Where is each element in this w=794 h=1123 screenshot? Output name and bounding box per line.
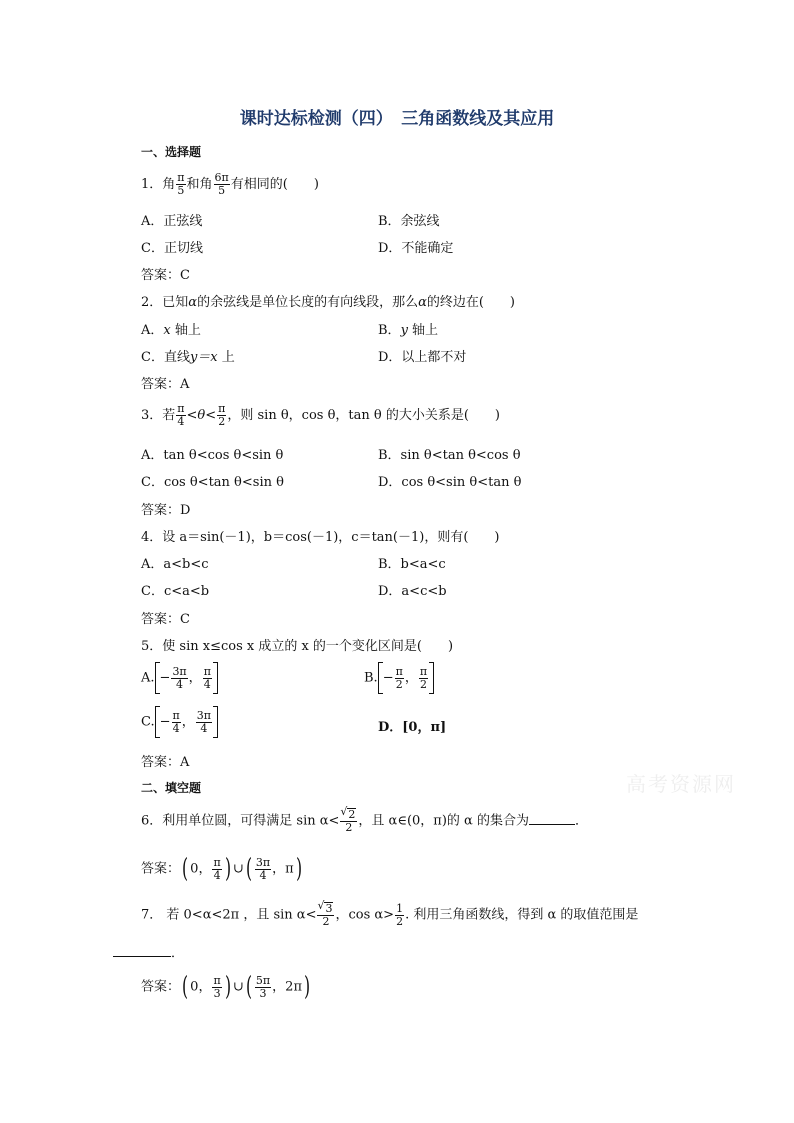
option-1b: B．余弦线 [378,214,440,229]
option-4a: A．a<b<c [141,557,209,572]
option-5a: A. − $\frac{3\pi}{4}$ ， $\frac{\pi}{4}$ [141,662,218,694]
option-4c: C．c<a<b [141,584,210,599]
question-7-blank-line: ． [113,942,184,961]
question-1: 1．角 $\frac{\pi}{5}$ 和角 $\frac{6\pi}{5}$ 有相同的( ) [141,171,319,197]
answer-7: 答案：( 0， $\frac{\pi}{3}$ ) ∪( $\frac{5\pi}{3}$ ，2π) [141,972,311,1002]
option-5c: C. − $\frac{\pi}{4}$ ， $\frac{3\pi}{4}$ [141,706,218,738]
watermark: 高考资源网 [626,772,736,796]
fraction: $\frac{\pi}{4}$ [177,402,185,428]
option-2a: A．x 轴上 [141,323,201,338]
page-title: 课时达标检测（四） 三角函数线及其应用 [239,109,555,129]
question-4: 4．设 a＝sin(－1)，b＝cos(－1)，c＝tan(－1)，则有( ) [141,530,500,545]
option-4b: B．b<a<c [378,557,446,572]
answer-3: 答案：D [141,503,191,518]
question-6: 6．利用单位圆，可得满足 sin α< √ $\frac{2}{2}$ ，且 α∈(0，π)的 α 的集合为 ． [141,808,588,834]
section-heading-choice: 一、选择题 [141,145,202,159]
question-5: 5．使 sin x≤cos x 成立的 x 的一个变化区间是( ) [141,639,454,654]
answer-5: 答案：A [141,755,190,770]
option-2b: B．y 轴上 [378,323,439,338]
option-1d: D．不能确定 [378,241,454,256]
answer-2: 答案：A [141,377,190,392]
answer-4: 答案：C [141,612,190,627]
question-7: 7． 若 0<α<2π ，且 sin α< √ $\frac{3}{2}$ ，cos α> $\frac{1}{2}$ . 利用三角函数线，得到 α 的取值范围是 [141,902,638,928]
option-2c: C．直线y＝x 上 [141,350,235,365]
question-2: 2．已知α的余弦线是单位长度的有向线段，那么α的终边在( ) [141,295,516,310]
question-3: 3．若 $\frac{\pi}{4}$ <θ< $\frac{\pi}{2}$ ，则 sin θ，cos θ，tan θ 的大小关系是( ) [141,402,500,428]
option-1a: A．正弦线 [141,214,203,229]
option-2d: D．以上都不对 [378,350,467,365]
option-3d: D．cos θ<sin θ<tan θ [378,475,522,490]
option-3a: A．tan θ<cos θ<sin θ [141,448,284,463]
answer-6: 答案：( 0， $\frac{\pi}{4}$ ) ∪( $\frac{3\pi}{4}$ ，π) [141,854,302,884]
option-3b: B．sin θ<tan θ<cos θ [378,448,521,463]
answer-blank [529,814,575,825]
option-4d: D．a<c<b [378,584,447,599]
option-3c: C．cos θ<tan θ<sin θ [141,475,284,490]
fraction: $\frac{\pi}{2}$ [218,402,226,428]
section-heading-fill: 二、填空题 [141,781,202,795]
option-1c: C．正切线 [141,241,203,256]
option-5d: D．[0，π] [378,720,447,735]
fraction: $\frac{6\pi}{5}$ [214,171,229,197]
option-5b: B. − $\frac{\pi}{2}$ ， $\frac{\pi}{2}$ [364,662,434,694]
fraction: $\frac{\pi}{5}$ [177,171,185,197]
answer-blank [113,946,171,957]
answer-1: 答案：C [141,268,190,283]
